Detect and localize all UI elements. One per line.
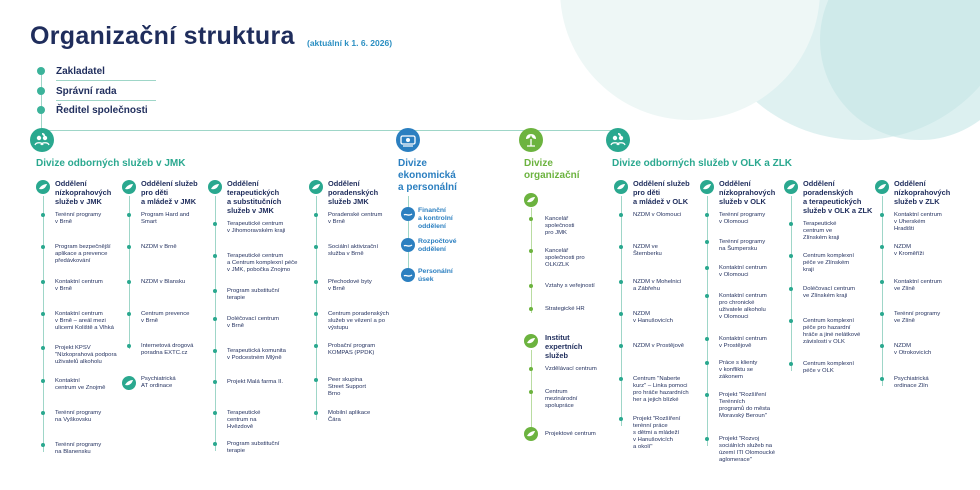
service-item: Kontaktní centrum v Brně – areál mezi ulicemi Koliště a Vlhká [55,311,114,331]
institute-item: Centrum mezinárodní spolupráce [545,389,578,409]
item-dot [127,213,131,217]
item-dot [705,294,709,298]
divider [56,100,156,101]
item-dot [789,362,793,366]
service-item: Kontaktní centrum ve Zlíně [894,279,942,292]
department-heading: Oddělení terapeutických a substitučních služeb v JMK [227,179,282,215]
item-dot [705,437,709,441]
org-item: Kancelář společnosti pro OLK/ZLK [545,248,585,268]
department-heading: Oddělení poradenských a terapeutických služeb v OLK a ZLK [803,179,873,215]
bullet-dot [37,87,45,95]
item-dot [213,222,217,226]
org-item: Vztahy s veřejností [545,283,595,289]
service-item: Doléčovací centrum ve Zlínském kraji [803,286,856,299]
item-dot [789,222,793,226]
service-item: NZDM v Prostějově [633,343,685,349]
item-dot [127,344,131,348]
service-item: Práce s klienty v konfliktu se zákonem [719,360,758,380]
item-dot [529,284,533,288]
item-dot [127,245,131,249]
leaf-icon [700,180,714,194]
item-dot [314,312,318,316]
service-item: Projekt KPSV "Nízkoprahová podpora uživatelů alkoholu [55,345,117,365]
service-item: NZDM v Mohelnici a Zábřehu [633,279,682,292]
item-dot [41,443,45,447]
service-item: Terénní programy na Blanensku [55,442,102,455]
service-item: NZDM ve Šternberku [633,244,662,257]
service-item: NZDM v Kroměříži [894,244,924,257]
service-item: Terénní programy na Vyškovsku [55,410,102,423]
top-item-director: Ředitel společnosti [56,105,148,116]
item-dot [314,378,318,382]
service-item: NZDM v Brně [141,244,177,250]
item-dot [529,217,533,221]
service-item: Kontaktní centrum v Prostějově [719,336,767,349]
service-item: Centrum komplexní péče v OLK [803,361,855,374]
item-dot [705,361,709,365]
department-heading: Oddělení nízkoprahových služeb v ZLK [894,179,951,206]
item-dot [314,280,318,284]
item-dot [705,213,709,217]
leaf-icon [524,427,538,441]
service-item: NZDM v Blansku [141,279,186,285]
item-dot [705,240,709,244]
department-heading: Oddělení služeb pro děti a mládež v JMK [141,179,198,206]
item-dot [880,280,884,284]
item-dot [41,245,45,249]
item-dot [314,213,318,217]
service-item: Centrum prevence v Brně [141,311,190,324]
service-item: Terapeutické centrum na Hvězdově [227,410,261,430]
item-dot [880,377,884,381]
item-dot [41,312,45,316]
leaf-icon [784,180,798,194]
service-item: Sociální aktivizační služba v Brně [328,244,379,257]
service-item: Terénní programy v Brně [55,212,102,225]
item-dot [529,367,533,371]
connector-line [707,196,708,446]
item-dot [213,349,217,353]
wave-icon [401,207,415,221]
item-dot [705,337,709,341]
item-dot [529,307,533,311]
leaf-icon [875,180,889,194]
item-dot [529,390,533,394]
item-dot [619,312,623,316]
top-item-board: Správní rada [56,86,117,97]
item-dot [213,442,217,446]
service-item: Terénní programy na Šumpersku [719,239,766,252]
item-dot [314,344,318,348]
item-dot [619,417,623,421]
item-dot [41,346,45,350]
service-item: Terapeutická komunita v Podcestném Mlýně [227,348,286,361]
leaf-icon [524,193,538,207]
service-item: Projekt Malá farma II. [227,379,283,385]
item-dot [213,289,217,293]
item-dot [705,393,709,397]
service-item: Mobilní aplikace Čára [328,410,371,423]
item-dot [789,319,793,323]
econ-item: Rozpočtové oddělení [418,238,457,253]
item-dot [789,287,793,291]
people-leaf-icon [30,128,54,152]
item-dot [619,245,623,249]
item-dot [880,344,884,348]
department-heading: Oddělení služeb pro děti a mládež v OLK [633,179,690,206]
bullet-dot [37,106,45,114]
item-dot [619,213,623,217]
org-item: Kancelář společnosti pro JMK [545,216,575,236]
service-item: Terapeutické centrum ve Zlínském kraji [803,221,840,241]
item-dot [619,280,623,284]
org-item: Strategické HR [545,306,585,312]
item-dot [213,317,217,321]
service-item: Centrum poradenských služeb ve vězení a po výstupu [328,311,389,331]
page-title: Organizační struktura [30,22,295,50]
top-item-founder: Zakladatel [56,66,105,77]
item-dot [880,213,884,217]
institute-heading: Institut expertních služeb [545,333,583,360]
division-title-econ: Divize ekonomická a personální [398,158,457,193]
org-item: Projektové centrum [545,431,596,437]
leaf-icon [309,180,323,194]
item-dot [127,280,131,284]
connector-line [882,196,883,386]
department-heading: Oddělení poradenských služeb JMK [328,179,379,206]
service-item: Centrum komplexní péče ve Zlínském kraji [803,253,855,273]
service-item: Terénní programy v Olomouci [719,212,766,225]
service-item: Program Hard and Smart [141,212,190,225]
service-item: Psychiatrická ordinace Zlín [894,376,929,389]
service-item: Terénní programy ve Zlíně [894,311,941,324]
service-item: Kontaktní centrum pro chronické uživatele alkoholu v Olomouci [719,293,767,320]
service-item: NZDM v Hanušovicích [633,311,673,324]
item-dot [41,411,45,415]
service-item: Terapeutické centrum v Jihomoravském kraji [227,221,286,234]
leaf-icon [614,180,628,194]
people-leaf-icon [606,128,630,152]
item-dot [127,312,131,316]
item-dot [213,411,217,415]
leaf-icon [36,180,50,194]
item-dot [880,312,884,316]
service-item: Program substituční terapie [227,441,280,454]
page-subtitle: (aktuální k 1. 6. 2026) [307,38,393,48]
service-item: Kontaktní centrum ve Znojmě [55,378,106,391]
division-title-jmk: Divize odborných služeb v JMK [36,158,186,169]
item-dot [314,411,318,415]
item-dot [619,344,623,348]
service-item: Kontaktní centrum v Uherském Hradišti [894,212,942,232]
service-item: Program bezpečnější aplikace a prevence předávkování [55,244,111,264]
item-dot [213,254,217,258]
item-dot [41,280,45,284]
service-item: Projekt "Rozvoj sociálních služeb na území ITI Olomoucké aglomerace" [719,436,775,463]
leaf-icon [122,376,136,390]
item-dot [705,266,709,270]
division-title-olk: Divize odborných služeb v OLK a ZLK [612,158,793,169]
service-item: NZDM v Olomouci [633,212,682,218]
connector-line [621,196,622,426]
service-item: Poradenské centrum v Brně [328,212,383,225]
item-dot [789,254,793,258]
bullet-dot [37,67,45,75]
item-dot [213,380,217,384]
connector-line [129,196,130,349]
service-item: Peer skupina Street Support Brno [328,377,366,397]
service-item: NZDM v Otrokovicích [894,343,932,356]
leaf-icon [524,334,538,348]
service-item: Centrum "Naberte kurz" – Linka pomoci pro hráče hazardních her a jejich blízké [633,376,689,403]
service-item: Kontaktní centrum v Brně [55,279,103,292]
department-heading: Oddělení nízkoprahových služeb v OLK [719,179,776,206]
wave-icon [401,238,415,252]
item-dot [314,245,318,249]
connector-line [531,208,532,313]
cash-icon [396,128,420,152]
leaf-icon [122,180,136,194]
division-title-org: Divize organizační [524,158,580,181]
item-dot [880,245,884,249]
divider [56,80,156,81]
item-dot [529,249,533,253]
service-item: Doléčovací centrum v Brně [227,316,280,329]
gear-leaf-icon [519,128,543,152]
econ-item: Personální úsek [418,268,453,283]
service-item: Projekt "Rozšíření Terénních programů do města Moravský Beroun" [719,392,771,419]
service-item: Psychiatrická AT ordinace [141,376,176,389]
institute-item: Vzdělávací centrum [545,366,597,372]
service-item: Probační program KOMPAS (PPDK) [328,343,376,356]
service-item: Přechodové byty v Brně [328,279,372,292]
service-item: Internetová drogová poradna EXTC.cz [141,343,194,356]
service-item: Kontaktní centrum v Olomouci [719,265,767,278]
service-item: Centrum komplexní péče pro hazardní hráče a jiné nelátkové závislosti v OLK [803,318,861,345]
econ-item: Finanční a kontrolní oddělení [418,207,453,230]
hierarchy-line [41,72,42,130]
department-heading: Oddělení nízkoprahových služeb v JMK [55,179,112,206]
item-dot [41,213,45,217]
item-dot [619,377,623,381]
wave-icon [401,268,415,282]
service-item: Program substituční terapie [227,288,280,301]
service-item: Terapeutické centrum a Centrum komplexní péče v JMK, pobočka Znojmo [227,253,298,273]
leaf-icon [208,180,222,194]
connector-line [316,196,317,420]
item-dot [41,379,45,383]
service-item: Projekt "Rozšíření terénní práce s dětmi a mládeží v Hanušovicích a okolí" [633,416,681,450]
